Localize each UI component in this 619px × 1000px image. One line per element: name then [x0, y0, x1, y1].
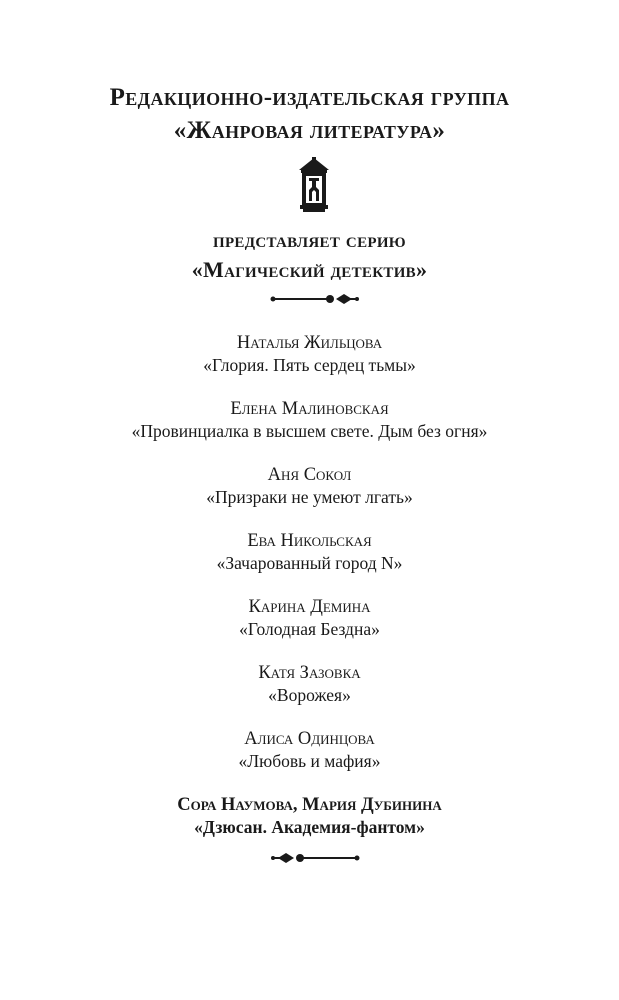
book-author-7: Алиса Одинцова: [244, 729, 375, 749]
book-title-1: «Глория. Пять сердец тьмы»: [203, 355, 416, 375]
book-author-1: Наталья Жильцова: [236, 333, 383, 353]
book-title-7: «Любовь и мафия»: [238, 751, 381, 771]
book-title-2: «Провинциалка в высшем свете. Дым без огня»: [131, 421, 488, 441]
publisher-name-line2: «Жанровая литература»: [173, 117, 446, 144]
publisher-name-line1: Редакционно-издательская группа: [109, 84, 510, 111]
book-author-8: Сора Наумова, Мария Дубинина: [177, 795, 442, 815]
flourish-ornament-icon: [270, 292, 360, 306]
lantern-icon: [296, 157, 332, 213]
book-author-4: Ева Никольская: [247, 531, 372, 551]
book-title-5: «Голодная Бездна»: [239, 619, 380, 639]
book-title-3: «Призраки не умеют лгать»: [206, 487, 413, 507]
book-author-6: Катя Зазовка: [258, 663, 361, 683]
flourish-ornament-icon: [270, 851, 360, 865]
book-author-2: Елена Малиновская: [230, 399, 389, 419]
series-name: «Магический детектив»: [191, 257, 428, 282]
book-author-5: Карина Демина: [248, 597, 371, 617]
book-author-3: Аня Сокол: [267, 465, 352, 485]
series-presents-text: представляет серию: [213, 227, 406, 252]
book-title-8: «Дзюсан. Академия-фантом»: [194, 817, 425, 837]
book-title-6: «Ворожея»: [268, 685, 351, 705]
book-title-4: «Зачарованный город N»: [216, 553, 403, 573]
